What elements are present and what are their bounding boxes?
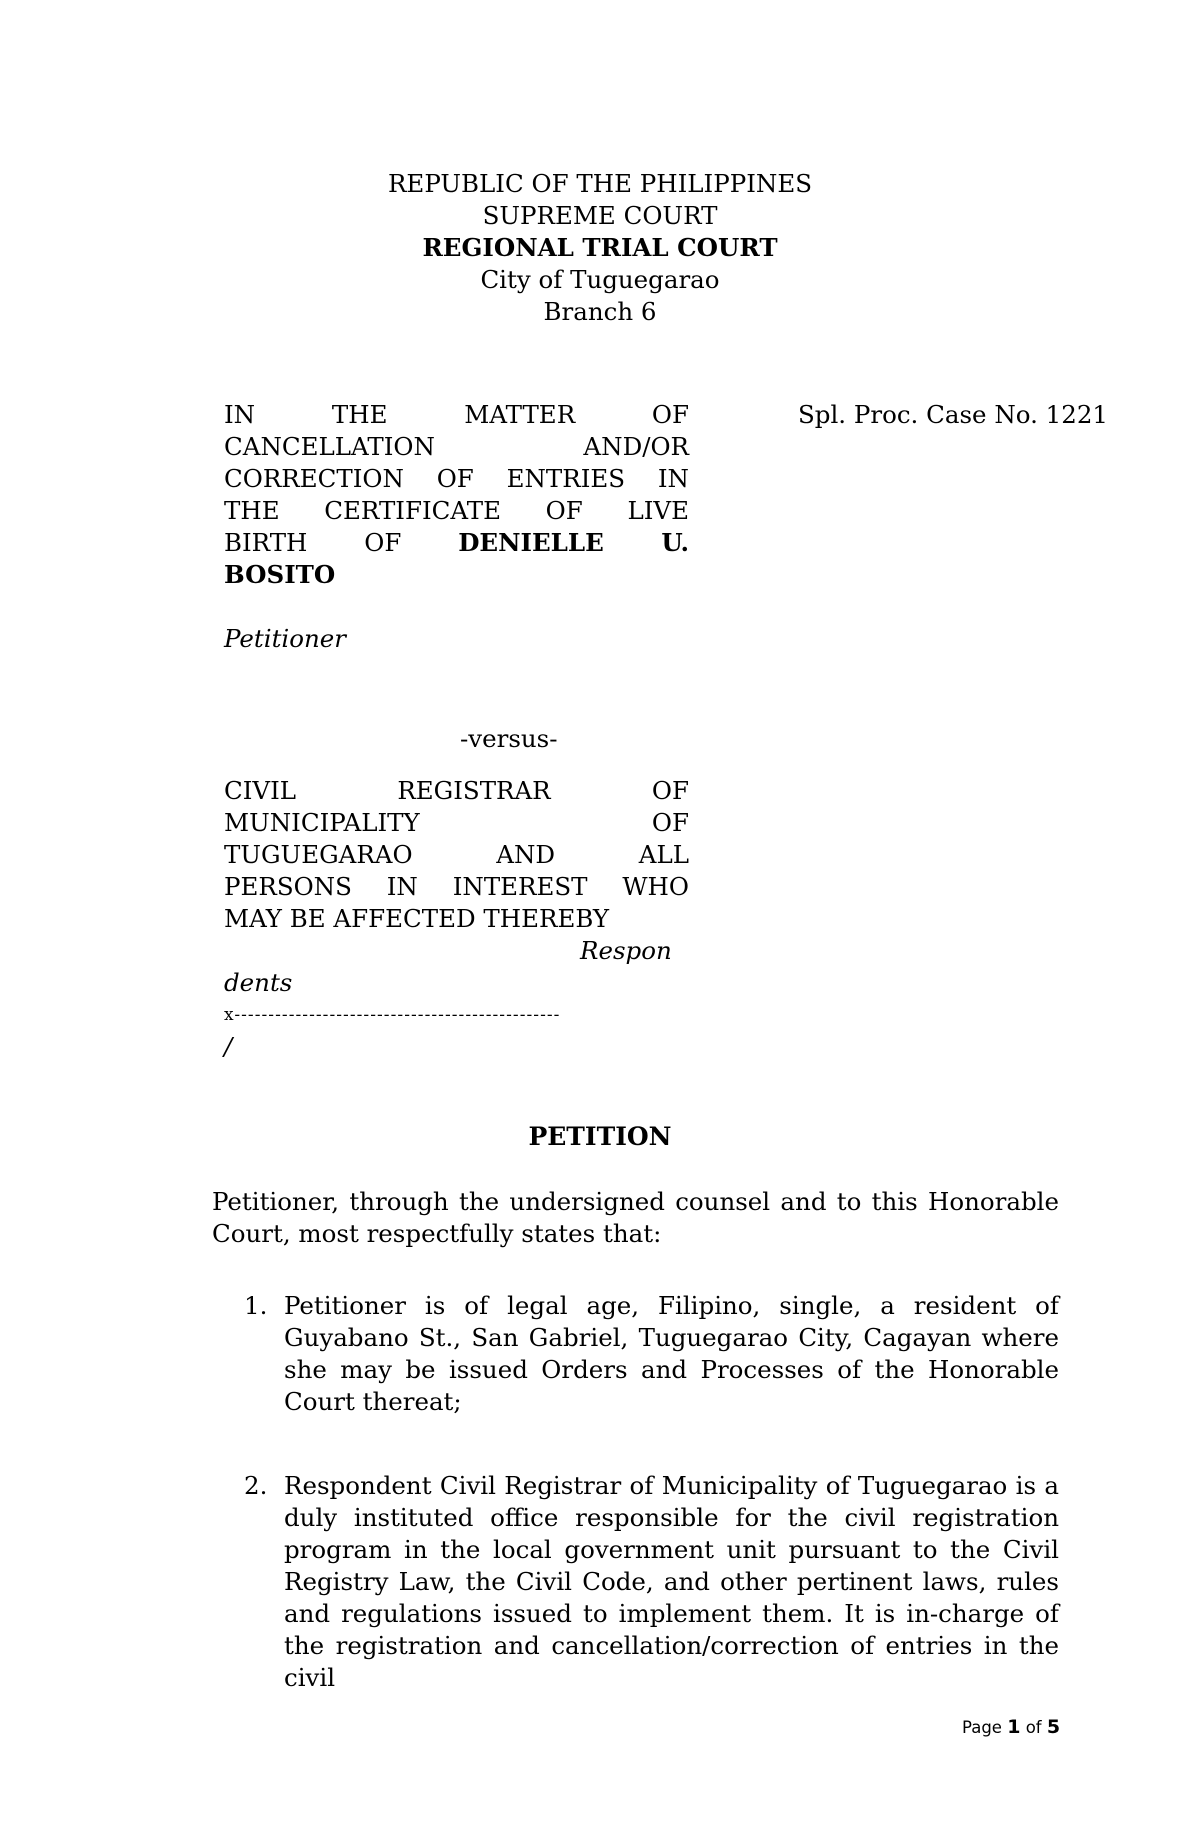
paragraph-text: Petitioner is of legal age, Filipino, single, a resident of Guyabano St., San Gabriel, Tuguegarao City, Cagayan where she may be issued Orders and Processes of the Honorable Court thereat;	[284, 1291, 1059, 1416]
header-supreme-court: SUPREME COURT	[482, 201, 718, 230]
paragraph-number: 2.	[244, 1471, 268, 1500]
intro-paragraph: Petitioner, through the undersigned counsel and to this Honorable Court, most respectfully states that:	[212, 1187, 1059, 1248]
page-total: 5	[1046, 1716, 1061, 1738]
of-word: of	[1025, 1718, 1042, 1737]
paragraph-text: Respondent Civil Registrar of Municipality of Tuguegarao is a duly instituted office responsible for the civil registration program in the local government unit pursuant to the Civil Registry Law, the Civil Code, and other pertinent laws, rules and regulations issued to implement them. It is in-charge of the registration and cancellation/correction of entries in the civil	[284, 1471, 1059, 1692]
matter-line: BIRTH OF	[224, 528, 402, 557]
page-word: Page	[962, 1718, 1002, 1737]
respondent-line: CIVIL REGISTRAR OF	[224, 776, 689, 805]
header-branch: Branch 6	[543, 297, 657, 326]
page-footer	[962, 1716, 1060, 1738]
caption-separator: x------------------------------------------------	[224, 1005, 561, 1025]
respondents-label-part2: dents	[224, 968, 293, 997]
petitioner-name-part1: DENIELLE U.	[458, 528, 689, 557]
matter-line-with-name	[224, 527, 689, 559]
petitioner-name-part2: BOSITO	[224, 560, 336, 589]
respondent-line: MAY BE AFFECTED THEREBY	[224, 904, 610, 933]
header-regional-trial-court: REGIONAL TRIAL COURT	[422, 233, 778, 262]
versus-label: -versus-	[460, 724, 558, 753]
matter-line: CANCELLATION AND/OR	[224, 432, 689, 461]
matter-line: IN THE MATTER OF	[224, 400, 689, 429]
respondent-line: MUNICIPALITY OF	[224, 808, 689, 837]
numbered-paragraph	[244, 1290, 1059, 1418]
paragraph-number: 1.	[244, 1291, 268, 1320]
court-header	[0, 168, 1200, 328]
matter-line: CORRECTION OF ENTRIES IN	[224, 464, 689, 493]
petitioner-label: Petitioner	[224, 624, 346, 653]
header-republic: REPUBLIC OF THE PHILIPPINES	[387, 169, 812, 198]
header-city: City of Tuguegarao	[480, 265, 720, 294]
case-number: Spl. Proc. Case No. 1221	[798, 400, 1109, 429]
caption-separator-end: /	[224, 1032, 233, 1061]
matter-line: THE CERTIFICATE OF LIVE	[224, 496, 689, 525]
respondent-line: PERSONS IN INTEREST WHO	[224, 872, 689, 901]
petition-title: PETITION	[528, 1122, 672, 1151]
respondents-label-part1: Respon	[580, 936, 672, 965]
page-current: 1	[1007, 1716, 1021, 1738]
numbered-paragraph	[244, 1470, 1059, 1694]
respondent-line: TUGUEGARAO AND ALL	[224, 840, 689, 869]
